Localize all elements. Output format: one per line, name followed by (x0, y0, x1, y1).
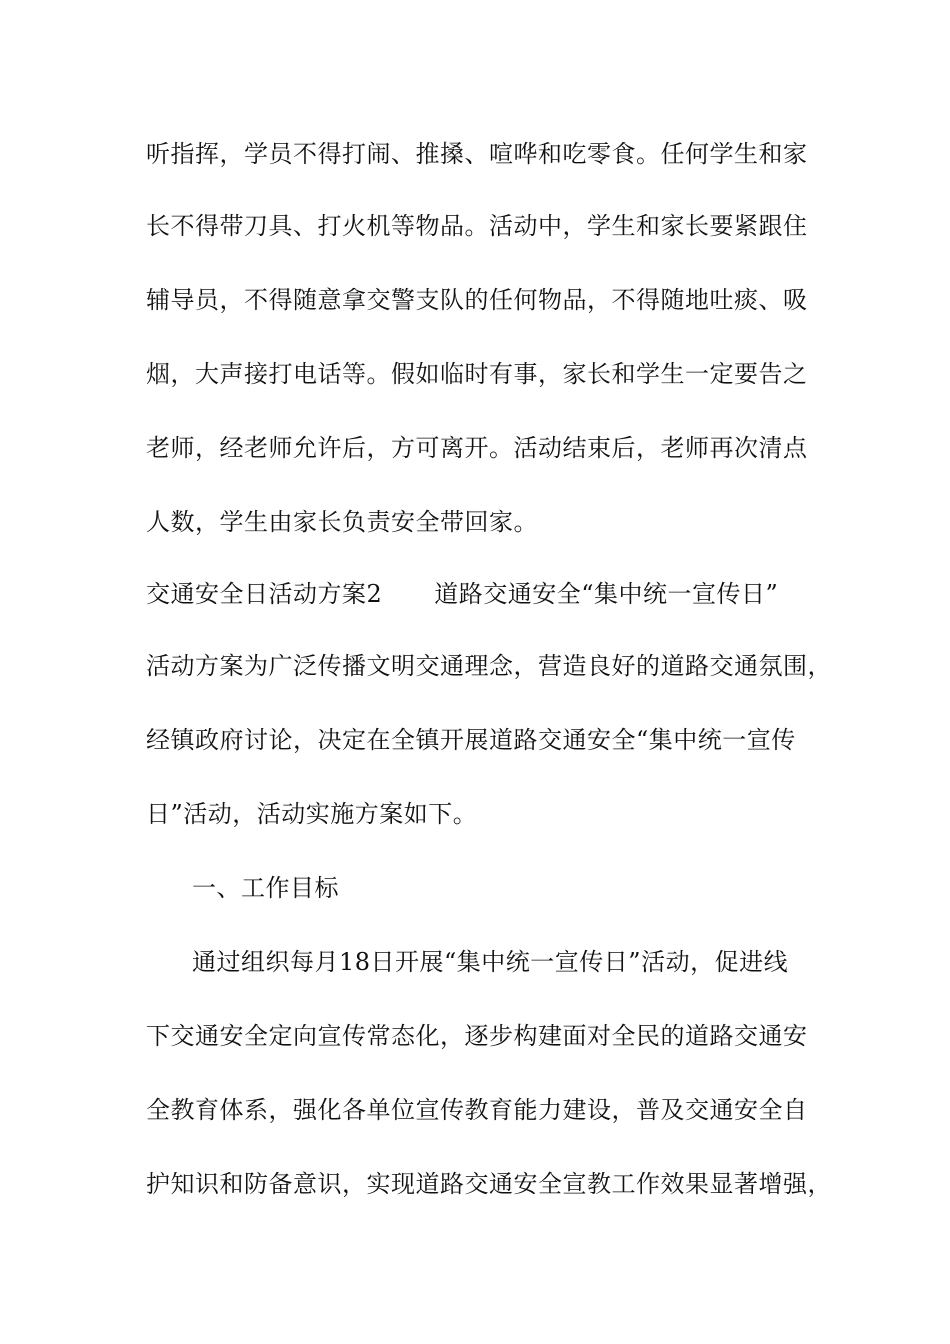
title-right: 道路交通安全“集中统一宣传日” (434, 580, 779, 608)
section-heading: 一、工作目标 (192, 874, 339, 902)
body-line: 护知识和防备意识，实现道路交通安全宣教工作效果显著增强， (146, 1170, 832, 1198)
paragraph-line: 人数，学生由家长负责安全带回家。 (146, 508, 538, 536)
title-left: 交通安全日活动方案2 (146, 580, 383, 608)
intro-line: 经镇政府讨论，决定在全镇开展道路交通安全“集中统一宣传 (146, 726, 796, 754)
intro-line: 活动方案为广泛传播文明交通理念，营造良好的道路交通氛围， (146, 652, 832, 680)
body-line: 下交通安全定向宣传常态化，逐步构建面对全民的道路交通安 (146, 1022, 808, 1050)
body-line: 全教育体系，强化各单位宣传教育能力建设，普及交通安全自 (146, 1096, 808, 1124)
paragraph-line: 长不得带刀具、打火机等物品。活动中，学生和家长要紧跟住 (146, 212, 808, 240)
paragraph-line: 烟，大声接打电话等。假如临时有事，家长和学生一定要告之 (146, 360, 808, 388)
document-title (146, 578, 846, 610)
paragraph-line: 老师，经老师允许后，方可离开。活动结束后，老师再次清点 (146, 434, 808, 462)
intro-line: 日”活动，活动实施方案如下。 (146, 800, 478, 828)
body-line: 通过组织每月18日开展“集中统一宣传日”活动，促进线 (192, 948, 789, 976)
paragraph-line: 辅导员，不得随意拿交警支队的任何物品，不得随地吐痰、吸 (146, 286, 808, 314)
paragraph-line: 听指挥，学员不得打闹、推搡、喧哗和吃零食。任何学生和家 (146, 140, 808, 168)
